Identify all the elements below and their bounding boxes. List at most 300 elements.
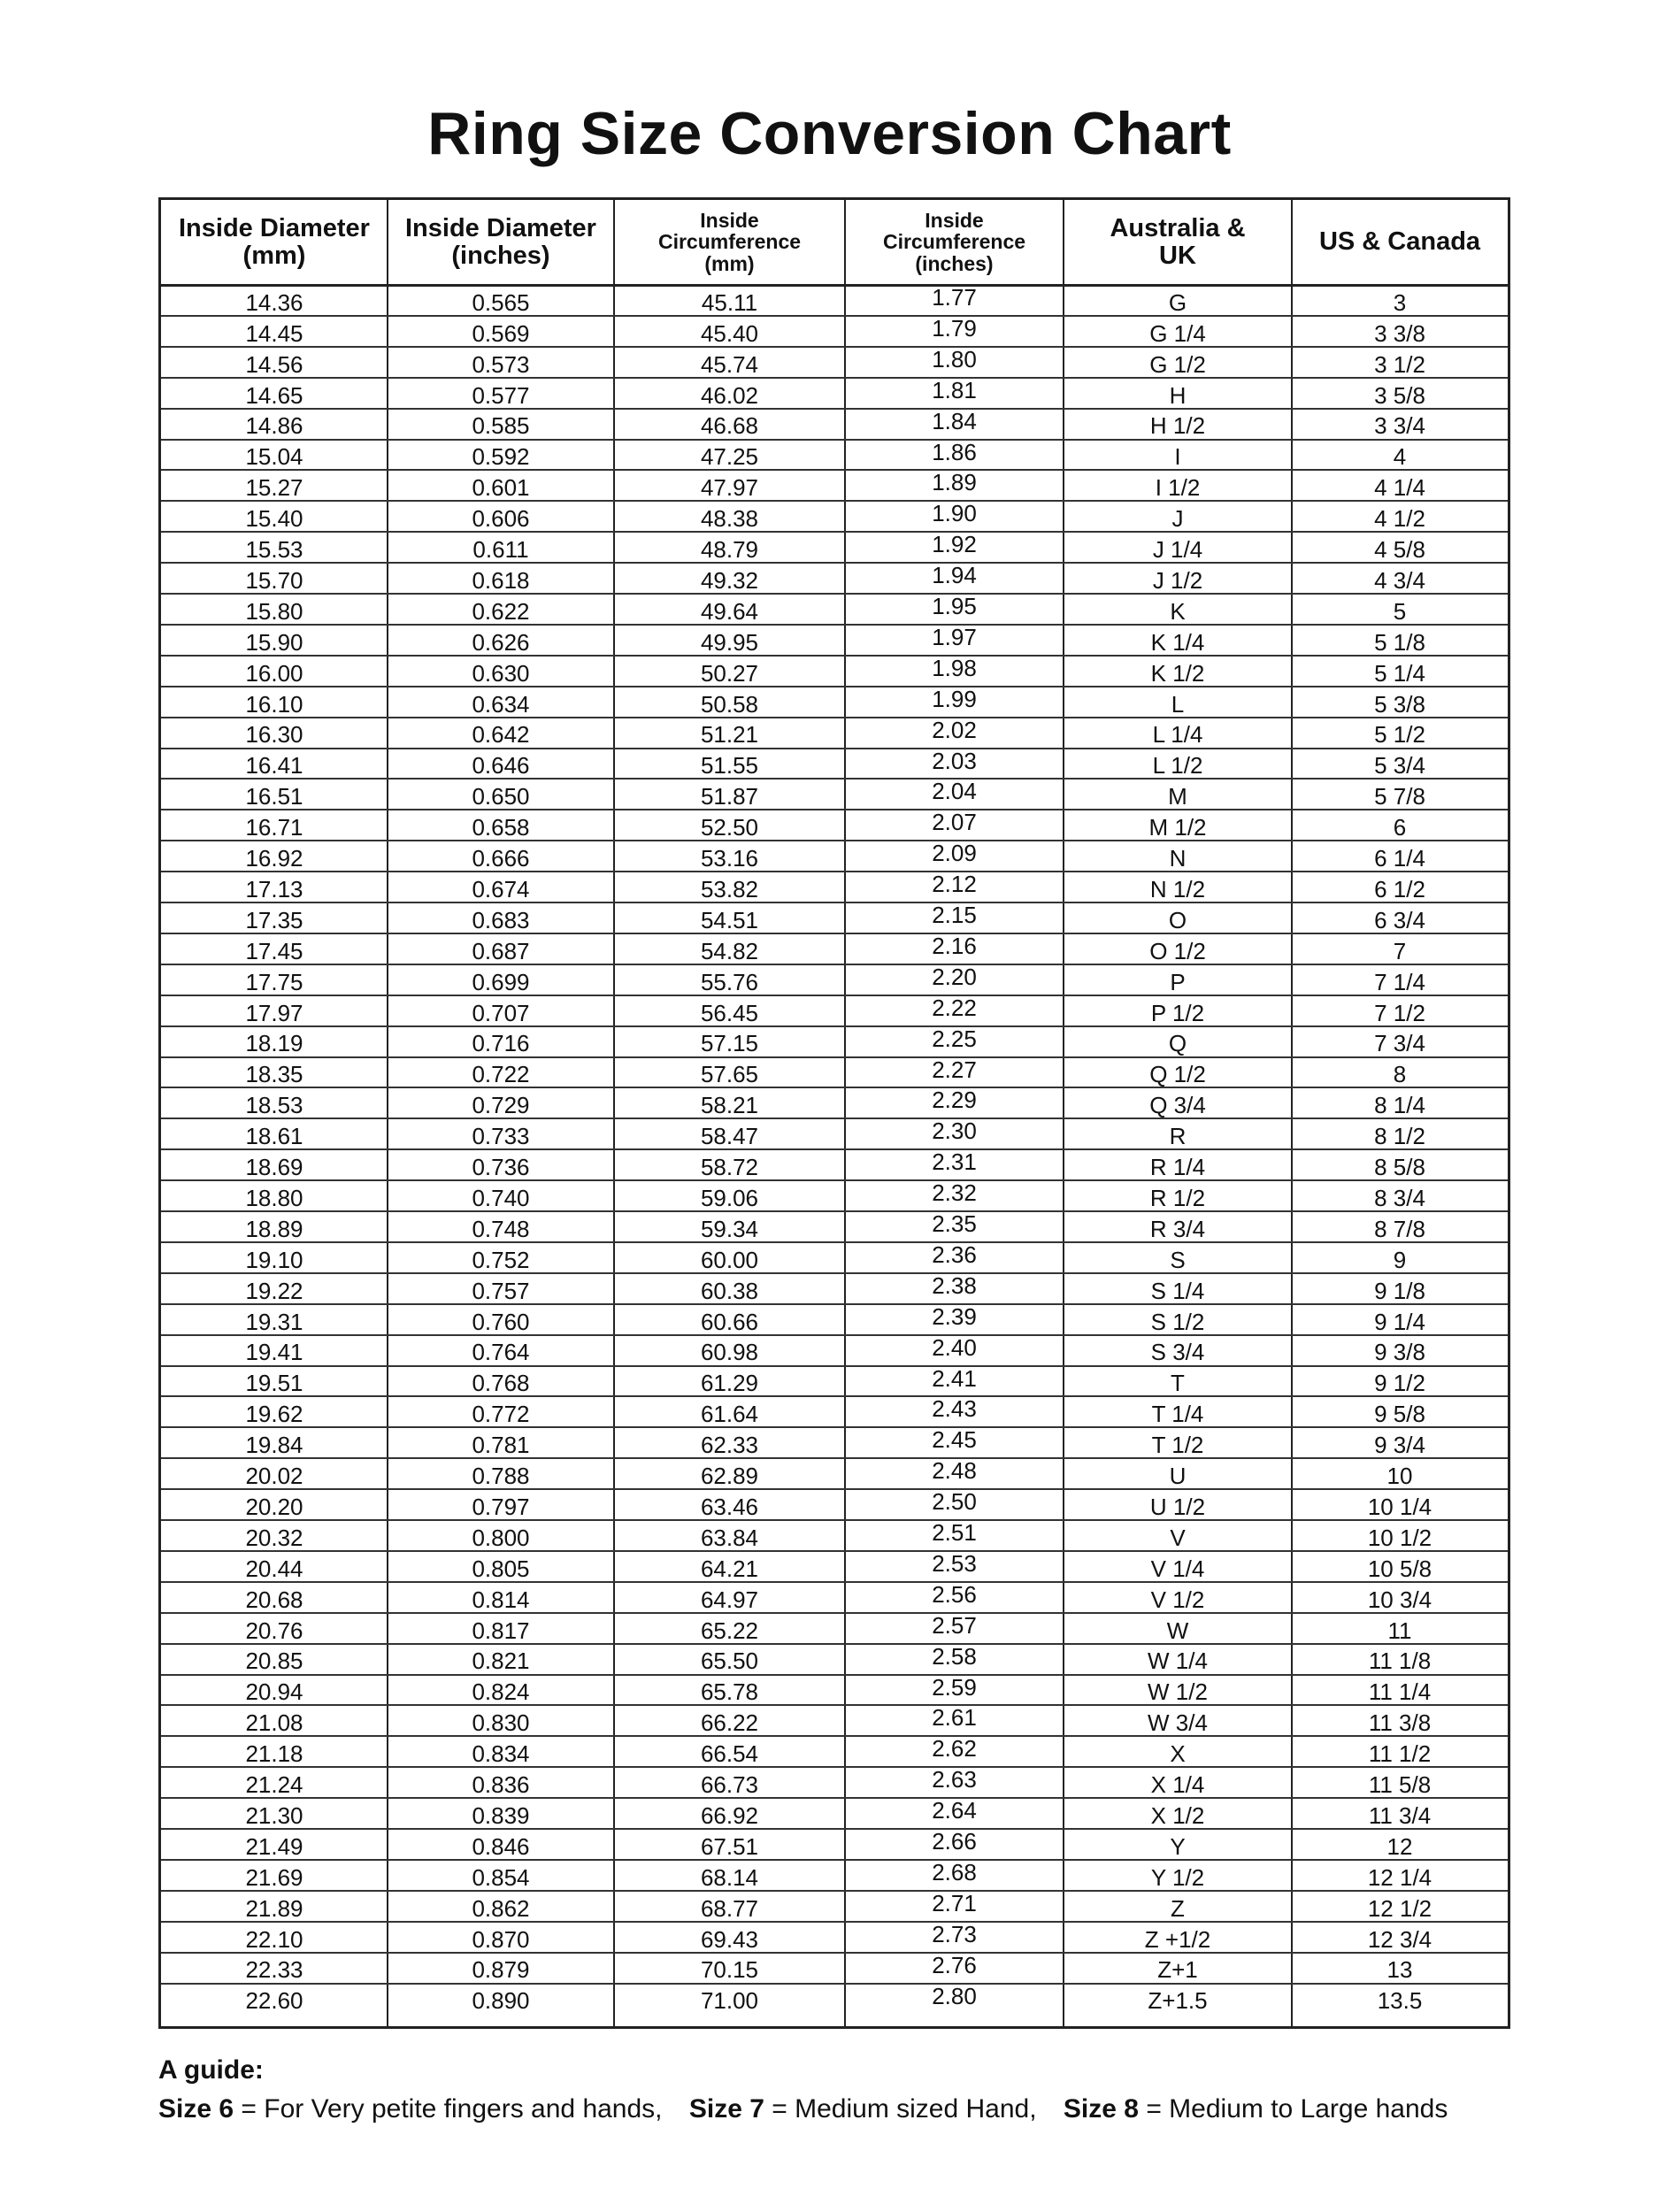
row-divider — [161, 748, 1508, 749]
cell-circumference-mm: 64.21 — [700, 1555, 759, 1582]
cell-circumference-mm: 63.46 — [700, 1493, 759, 1520]
cell-inside-diameter-mm: 15.40 — [245, 505, 303, 533]
cell-circumference-mm: 52.50 — [700, 814, 759, 841]
cell-us-canada: 9 1/8 — [1374, 1277, 1425, 1304]
cell-circumference-inches: 2.20 — [932, 963, 977, 990]
cell-circumference-inches: 1.97 — [932, 623, 977, 650]
table-row — [161, 1797, 1508, 1828]
cell-circumference-inches: 2.32 — [932, 1179, 977, 1207]
ring-size-table — [158, 197, 1510, 2029]
row-divider — [161, 1148, 1508, 1150]
row-divider — [161, 1241, 1508, 1243]
table-row — [161, 1056, 1508, 1087]
cell-australia-uk: Z+1 — [1157, 1956, 1198, 1984]
cell-circumference-inches: 2.16 — [932, 932, 977, 959]
cell-circumference-mm: 67.51 — [700, 1832, 759, 1860]
cell-circumference-mm: 47.97 — [700, 474, 759, 502]
cell-circumference-mm: 59.06 — [700, 1184, 759, 1211]
cell-circumference-inches: 2.59 — [932, 1673, 977, 1701]
cell-inside-diameter-mm: 19.22 — [245, 1277, 303, 1304]
cell-inside-diameter-inches: 0.733 — [472, 1123, 530, 1150]
cell-circumference-mm: 51.87 — [700, 783, 759, 810]
table-row — [161, 284, 1508, 315]
guide-size-8-label: Size 8 — [1063, 2094, 1139, 2124]
cell-us-canada: 9 3/4 — [1374, 1432, 1425, 1459]
cell-inside-diameter-mm: 16.51 — [245, 783, 303, 810]
cell-us-canada: 9 3/8 — [1374, 1339, 1425, 1366]
row-divider — [161, 933, 1508, 934]
cell-circumference-inches: 2.39 — [932, 1302, 977, 1330]
cell-inside-diameter-inches: 0.824 — [472, 1678, 530, 1706]
cell-inside-diameter-inches: 0.814 — [472, 1586, 530, 1613]
cell-inside-diameter-inches: 0.797 — [472, 1493, 530, 1520]
cell-us-canada: 5 3/4 — [1374, 752, 1425, 780]
cell-inside-diameter-mm: 18.89 — [245, 1215, 303, 1242]
cell-inside-diameter-inches: 0.800 — [472, 1524, 530, 1551]
table-row — [161, 1365, 1508, 1396]
cell-inside-diameter-mm: 18.19 — [245, 1030, 303, 1057]
cell-us-canada: 9 — [1393, 1246, 1407, 1273]
guide-items — [158, 2090, 1574, 2129]
cell-australia-uk: L — [1171, 690, 1185, 718]
cell-circumference-inches: 1.84 — [932, 407, 977, 434]
column-divider — [1291, 200, 1293, 2026]
cell-circumference-inches: 2.45 — [932, 1426, 977, 1454]
cell-australia-uk: Y — [1170, 1832, 1186, 1860]
cell-circumference-inches: 2.15 — [932, 902, 977, 928]
cell-inside-diameter-inches: 0.630 — [472, 659, 530, 687]
row-divider — [161, 964, 1508, 965]
cell-inside-diameter-inches: 0.830 — [472, 1709, 530, 1737]
cell-australia-uk: H — [1169, 381, 1187, 409]
header-inside-diameter-inches: Inside Diameter (inches) — [405, 214, 596, 270]
cell-australia-uk: Z+1.5 — [1148, 1987, 1208, 2015]
row-divider — [161, 1272, 1508, 1274]
cell-inside-diameter-mm: 21.08 — [245, 1709, 303, 1737]
cell-circumference-inches: 2.66 — [932, 1828, 977, 1855]
cell-inside-diameter-mm: 18.61 — [245, 1123, 303, 1150]
cell-us-canada: 7 1/4 — [1374, 968, 1425, 995]
cell-us-canada: 8 — [1393, 1061, 1407, 1088]
table-row — [161, 902, 1508, 933]
row-divider — [161, 1643, 1508, 1645]
cell-circumference-mm: 53.16 — [700, 845, 759, 872]
cell-inside-diameter-inches: 0.622 — [472, 597, 530, 625]
row-divider — [161, 1334, 1508, 1336]
table-row — [161, 1457, 1508, 1488]
cell-us-canada: 11 1/8 — [1368, 1647, 1432, 1675]
cell-inside-diameter-mm: 22.33 — [245, 1956, 303, 1984]
cell-australia-uk: S — [1170, 1246, 1186, 1273]
cell-us-canada: 12 1/4 — [1367, 1863, 1432, 1891]
cell-circumference-inches: 1.95 — [932, 593, 977, 619]
row-divider — [161, 1519, 1508, 1521]
cell-circumference-mm: 47.25 — [700, 443, 759, 471]
cell-inside-diameter-mm: 17.75 — [245, 968, 303, 995]
guide-size-6-label: Size 6 — [158, 2094, 234, 2124]
cell-circumference-inches: 1.99 — [932, 685, 977, 712]
cell-australia-uk: N — [1169, 845, 1187, 872]
cell-us-canada: 11 1/2 — [1368, 1740, 1432, 1768]
table-row — [161, 1519, 1508, 1550]
table-row — [161, 315, 1508, 346]
page-title: Ring Size Conversion Chart — [427, 100, 1232, 167]
row-divider — [161, 840, 1508, 841]
cell-circumference-mm: 70.15 — [700, 1956, 759, 1984]
table-row — [161, 1148, 1508, 1179]
cell-us-canada: 12 — [1386, 1832, 1413, 1860]
table-row — [161, 1828, 1508, 1859]
table-row — [161, 408, 1508, 439]
cell-inside-diameter-inches: 0.846 — [472, 1832, 530, 1860]
cell-circumference-inches: 2.36 — [932, 1240, 977, 1268]
cell-inside-diameter-mm: 20.02 — [245, 1463, 303, 1490]
cell-circumference-inches: 2.48 — [932, 1457, 977, 1485]
table-row — [161, 778, 1508, 809]
row-divider — [161, 1550, 1508, 1552]
cell-circumference-inches: 2.38 — [932, 1271, 977, 1299]
row-divider — [161, 531, 1508, 533]
cell-australia-uk: I — [1174, 443, 1181, 471]
cell-australia-uk: Q 1/2 — [1149, 1061, 1206, 1088]
cell-australia-uk: Z +1/2 — [1144, 1925, 1211, 1953]
cell-us-canada: 12 1/2 — [1367, 1894, 1432, 1922]
row-divider — [161, 686, 1508, 687]
cell-us-canada: 4 1/2 — [1374, 505, 1425, 533]
cell-us-canada: 9 5/8 — [1374, 1401, 1425, 1428]
cell-inside-diameter-inches: 0.634 — [472, 690, 530, 718]
cell-australia-uk: O — [1168, 906, 1187, 933]
cell-inside-diameter-inches: 0.836 — [472, 1771, 530, 1799]
cell-inside-diameter-mm: 14.56 — [245, 350, 303, 378]
cell-inside-diameter-inches: 0.722 — [472, 1061, 530, 1088]
cell-circumference-inches: 1.98 — [932, 654, 977, 681]
row-divider — [161, 1859, 1508, 1861]
cell-us-canada: 7 3/4 — [1374, 1030, 1425, 1057]
cell-inside-diameter-mm: 19.41 — [245, 1339, 303, 1366]
cell-circumference-inches: 1.77 — [932, 284, 977, 311]
table-row — [161, 1272, 1508, 1303]
cell-circumference-mm: 60.66 — [700, 1308, 759, 1335]
cell-circumference-inches: 2.73 — [932, 1920, 977, 1947]
cell-circumference-mm: 54.82 — [700, 937, 759, 964]
cell-australia-uk: U — [1169, 1463, 1187, 1490]
cell-circumference-mm: 66.54 — [700, 1740, 759, 1768]
row-divider — [161, 315, 1508, 317]
row-divider — [161, 593, 1508, 595]
cell-inside-diameter-inches: 0.674 — [472, 875, 530, 902]
cell-inside-diameter-inches: 0.879 — [472, 1956, 530, 1984]
table-row — [161, 1704, 1508, 1735]
cell-us-canada: 10 — [1386, 1463, 1413, 1490]
table-row — [161, 1550, 1508, 1581]
cell-us-canada: 9 1/2 — [1374, 1370, 1425, 1397]
row-divider — [161, 1488, 1508, 1490]
cell-inside-diameter-mm: 15.04 — [245, 443, 303, 471]
guide-size-7-text: = Medium sized Hand, — [764, 2094, 1037, 2124]
cell-circumference-inches: 2.63 — [932, 1766, 977, 1793]
cell-us-canada: 3 5/8 — [1374, 381, 1425, 409]
cell-circumference-mm: 58.21 — [700, 1092, 759, 1119]
cell-us-canada: 11 1/4 — [1368, 1678, 1432, 1706]
cell-inside-diameter-inches: 0.817 — [472, 1617, 530, 1644]
cell-us-canada: 3 — [1393, 288, 1407, 316]
cell-inside-diameter-mm: 20.32 — [245, 1524, 303, 1551]
table-row — [161, 593, 1508, 624]
cell-inside-diameter-mm: 16.71 — [245, 814, 303, 841]
cell-circumference-mm: 49.32 — [700, 566, 759, 594]
cell-us-canada: 10 3/4 — [1367, 1586, 1432, 1613]
cell-inside-diameter-mm: 20.94 — [245, 1678, 303, 1706]
cell-inside-diameter-inches: 0.626 — [472, 628, 530, 656]
row-divider — [161, 1087, 1508, 1088]
cell-inside-diameter-inches: 0.577 — [472, 381, 530, 409]
cell-circumference-inches: 2.61 — [932, 1704, 977, 1732]
table-row — [161, 871, 1508, 902]
row-divider — [161, 1674, 1508, 1676]
cell-circumference-inches: 2.68 — [932, 1858, 977, 1886]
cell-circumference-inches: 2.53 — [932, 1549, 977, 1577]
cell-inside-diameter-mm: 16.10 — [245, 690, 303, 718]
cell-inside-diameter-mm: 18.69 — [245, 1154, 303, 1181]
cell-inside-diameter-mm: 21.24 — [245, 1771, 303, 1799]
cell-circumference-mm: 58.47 — [700, 1123, 759, 1150]
cell-inside-diameter-inches: 0.729 — [472, 1092, 530, 1119]
cell-circumference-inches: 2.31 — [932, 1148, 977, 1176]
cell-inside-diameter-inches: 0.687 — [472, 937, 530, 964]
cell-inside-diameter-mm: 15.53 — [245, 536, 303, 564]
cell-inside-diameter-mm: 20.44 — [245, 1555, 303, 1582]
cell-us-canada: 5 1/2 — [1374, 721, 1425, 749]
row-divider — [161, 1056, 1508, 1058]
cell-circumference-inches: 2.09 — [932, 840, 977, 867]
cell-australia-uk: Q — [1168, 1030, 1187, 1057]
cell-circumference-mm: 61.64 — [700, 1401, 759, 1428]
cell-inside-diameter-inches: 0.642 — [472, 721, 530, 749]
cell-us-canada: 9 1/4 — [1374, 1308, 1425, 1335]
cell-inside-diameter-inches: 0.565 — [472, 288, 530, 316]
cell-circumference-inches: 1.81 — [932, 376, 977, 403]
guide-size-6-text: = For Very petite fingers and hands, — [234, 2094, 663, 2124]
cell-inside-diameter-inches: 0.772 — [472, 1401, 530, 1428]
cell-circumference-inches: 2.29 — [932, 1087, 977, 1114]
cell-circumference-mm: 57.65 — [700, 1061, 759, 1088]
cell-circumference-inches: 2.07 — [932, 809, 977, 836]
cell-australia-uk: I 1/2 — [1155, 474, 1201, 502]
cell-inside-diameter-inches: 0.788 — [472, 1463, 530, 1490]
cell-inside-diameter-mm: 20.68 — [245, 1586, 303, 1613]
cell-circumference-mm: 57.15 — [700, 1030, 759, 1057]
cell-circumference-inches: 2.80 — [932, 1982, 977, 2009]
table-row — [161, 439, 1508, 470]
cell-australia-uk: J 1/2 — [1152, 566, 1203, 594]
guide-heading: A guide: — [158, 2055, 264, 2085]
header-inside-circumference-inches: Inside Circumference (inches) — [882, 209, 1026, 275]
cell-circumference-inches: 1.86 — [932, 438, 977, 465]
cell-circumference-inches: 2.62 — [932, 1735, 977, 1763]
cell-us-canada: 11 3/8 — [1368, 1709, 1432, 1737]
cell-us-canada: 11 — [1387, 1617, 1412, 1644]
row-divider — [161, 1766, 1508, 1768]
cell-circumference-mm: 55.76 — [700, 968, 759, 995]
row-divider — [161, 1179, 1508, 1181]
column-divider — [844, 200, 846, 2026]
cell-circumference-inches: 2.27 — [932, 1056, 977, 1083]
cell-circumference-inches: 2.22 — [932, 994, 977, 1021]
cell-inside-diameter-mm: 19.10 — [245, 1246, 303, 1273]
table-row — [161, 748, 1508, 779]
cell-circumference-mm: 66.22 — [700, 1709, 759, 1737]
cell-circumference-mm: 64.97 — [700, 1586, 759, 1613]
table-row — [161, 1395, 1508, 1426]
cell-inside-diameter-inches: 0.740 — [472, 1184, 530, 1211]
row-divider — [161, 1612, 1508, 1614]
cell-inside-diameter-inches: 0.781 — [472, 1432, 530, 1459]
cell-us-canada: 4 1/4 — [1374, 474, 1425, 502]
cell-inside-diameter-mm: 17.35 — [245, 906, 303, 933]
cell-inside-diameter-inches: 0.752 — [472, 1246, 530, 1273]
cell-inside-diameter-inches: 0.569 — [472, 319, 530, 347]
cell-us-canada: 4 — [1393, 443, 1407, 471]
cell-inside-diameter-inches: 0.854 — [472, 1863, 530, 1891]
row-divider — [161, 1952, 1508, 1954]
cell-australia-uk: U 1/2 — [1149, 1493, 1206, 1520]
cell-us-canada: 6 1/4 — [1374, 845, 1425, 872]
cell-us-canada: 11 5/8 — [1368, 1771, 1432, 1799]
table-row — [161, 1488, 1508, 1519]
cell-circumference-mm: 49.95 — [700, 628, 759, 656]
row-divider — [161, 1118, 1508, 1119]
row-divider — [161, 871, 1508, 872]
row-divider — [161, 439, 1508, 441]
cell-circumference-mm: 49.64 — [700, 597, 759, 625]
row-divider — [161, 1921, 1508, 1923]
cell-circumference-mm: 46.02 — [700, 381, 759, 409]
cell-inside-diameter-mm: 20.76 — [245, 1617, 303, 1644]
cell-inside-diameter-mm: 19.31 — [245, 1308, 303, 1335]
row-divider — [161, 377, 1508, 379]
cell-inside-diameter-inches: 0.736 — [472, 1154, 530, 1181]
cell-circumference-mm: 68.77 — [700, 1894, 759, 1922]
cell-australia-uk: V 1/2 — [1150, 1586, 1205, 1613]
cell-inside-diameter-mm: 17.13 — [245, 875, 303, 902]
cell-inside-diameter-mm: 14.45 — [245, 319, 303, 347]
row-divider — [161, 346, 1508, 348]
cell-circumference-inches: 2.30 — [932, 1118, 977, 1145]
cell-circumference-mm: 60.98 — [700, 1339, 759, 1366]
cell-inside-diameter-mm: 21.18 — [245, 1740, 303, 1768]
row-divider — [161, 1303, 1508, 1305]
cell-circumference-inches: 2.57 — [932, 1611, 977, 1639]
cell-inside-diameter-mm: 19.62 — [245, 1401, 303, 1428]
cell-us-canada: 3 3/4 — [1374, 412, 1425, 440]
cell-inside-diameter-mm: 17.45 — [245, 937, 303, 964]
cell-australia-uk: T 1/2 — [1151, 1432, 1204, 1459]
table-row — [161, 1921, 1508, 1952]
cell-inside-diameter-mm: 19.84 — [245, 1432, 303, 1459]
cell-australia-uk: X 1/2 — [1150, 1801, 1205, 1829]
cell-us-canada: 5 1/8 — [1374, 628, 1425, 656]
cell-us-canada: 13.5 — [1377, 1987, 1423, 2015]
cell-circumference-inches: 1.92 — [932, 531, 977, 558]
cell-us-canada: 8 7/8 — [1374, 1215, 1425, 1242]
cell-circumference-inches: 2.04 — [932, 778, 977, 805]
column-divider — [387, 200, 388, 2026]
cell-circumference-mm: 66.92 — [700, 1801, 759, 1829]
cell-us-canada: 10 5/8 — [1367, 1555, 1432, 1582]
cell-us-canada: 7 — [1393, 937, 1407, 964]
cell-inside-diameter-mm: 18.53 — [245, 1092, 303, 1119]
cell-inside-diameter-inches: 0.650 — [472, 783, 530, 810]
table-row — [161, 1303, 1508, 1334]
table-row — [161, 1612, 1508, 1643]
cell-australia-uk: J — [1171, 505, 1184, 533]
header-us-canada: US & Canada — [1318, 227, 1481, 257]
row-divider — [161, 1983, 1508, 1985]
cell-circumference-mm: 65.50 — [700, 1647, 759, 1675]
cell-inside-diameter-mm: 16.30 — [245, 721, 303, 749]
cell-inside-diameter-inches: 0.585 — [472, 412, 530, 440]
cell-us-canada: 6 3/4 — [1374, 906, 1425, 933]
cell-circumference-mm: 48.38 — [700, 505, 759, 533]
cell-australia-uk: S 1/2 — [1150, 1308, 1205, 1335]
cell-inside-diameter-mm: 21.89 — [245, 1894, 303, 1922]
cell-australia-uk: R 3/4 — [1149, 1215, 1206, 1242]
cell-us-canada: 5 3/8 — [1374, 690, 1425, 718]
row-divider — [161, 1704, 1508, 1706]
cell-inside-diameter-inches: 0.658 — [472, 814, 530, 841]
cell-circumference-mm: 50.58 — [700, 690, 759, 718]
table-row — [161, 1210, 1508, 1241]
cell-inside-diameter-inches: 0.821 — [472, 1647, 530, 1675]
cell-australia-uk: S 3/4 — [1150, 1339, 1205, 1366]
cell-inside-diameter-inches: 0.764 — [472, 1339, 530, 1366]
cell-circumference-mm: 45.11 — [701, 288, 758, 316]
cell-us-canada: 6 1/2 — [1374, 875, 1425, 902]
table-row — [161, 1087, 1508, 1118]
row-divider — [161, 1210, 1508, 1212]
cell-inside-diameter-mm: 20.85 — [245, 1647, 303, 1675]
cell-us-canada: 8 5/8 — [1374, 1154, 1425, 1181]
table-row — [161, 1118, 1508, 1148]
cell-us-canada: 12 3/4 — [1367, 1925, 1432, 1953]
table-row — [161, 1426, 1508, 1457]
cell-circumference-inches: 2.43 — [932, 1395, 977, 1423]
row-divider — [161, 902, 1508, 903]
cell-circumference-inches: 2.02 — [932, 716, 977, 743]
cell-inside-diameter-inches: 0.611 — [472, 536, 529, 564]
cell-inside-diameter-mm: 15.27 — [245, 474, 303, 502]
cell-circumference-inches: 2.12 — [932, 871, 977, 898]
cell-us-canada: 8 3/4 — [1374, 1184, 1425, 1211]
cell-circumference-mm: 69.43 — [700, 1925, 759, 1953]
table-row — [161, 500, 1508, 531]
cell-inside-diameter-mm: 14.65 — [245, 381, 303, 409]
cell-australia-uk: L 1/4 — [1152, 721, 1203, 749]
cell-australia-uk: K — [1170, 597, 1186, 625]
cell-us-canada: 8 1/2 — [1374, 1123, 1425, 1150]
header-inside-diameter-mm: Inside Diameter (mm) — [179, 214, 370, 270]
cell-circumference-mm: 45.74 — [700, 350, 759, 378]
row-divider — [161, 1365, 1508, 1367]
table-row — [161, 1735, 1508, 1766]
header-inside-circumference-mm: Inside Circumference (mm) — [657, 209, 802, 275]
cell-circumference-inches: 1.94 — [932, 562, 977, 589]
cell-inside-diameter-mm: 21.69 — [245, 1863, 303, 1891]
table-header-row — [161, 200, 1508, 284]
cell-circumference-inches: 1.89 — [932, 469, 977, 496]
table-row — [161, 531, 1508, 562]
